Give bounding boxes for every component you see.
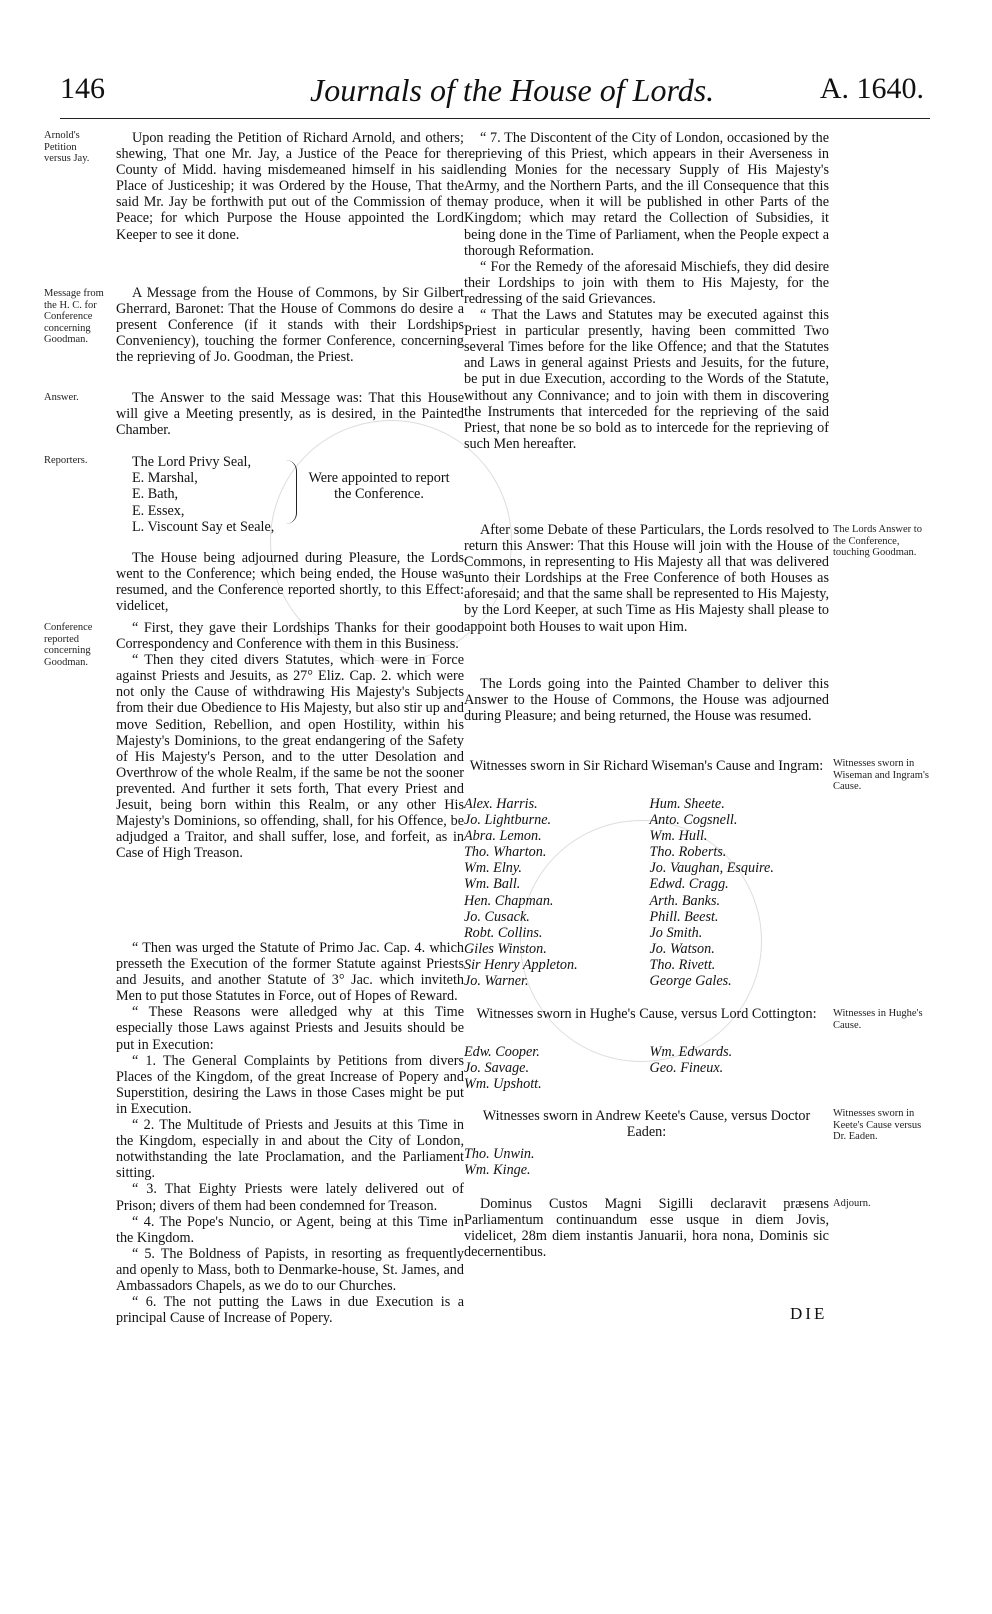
quote-paragraph: “ For the Remedy of the aforesaid Mischiefs, they did desire their Lordships to join with them to His Majesty, for the redressing of the said Grievances.	[464, 259, 829, 307]
margin-note-hughe: Witnesses in Hughe's Cause.	[833, 1008, 923, 1031]
left-column-conference	[116, 550, 464, 614]
witness-name: Wm. Hull.	[649, 828, 708, 845]
paragraph-lords-answer: After some Debate of these Particulars, the Lords resolved to return this Answer: That this House will join with the House of Commons, in representing to His Majesty all that was delivered unto their Lordships at the Free Conference of both Houses as aforesaid; and that the same shall be represented to His Majesty, by the Lord Keeper, at such Time as His Majesty shall please to appoint both Houses to wait upon Him.	[464, 522, 829, 635]
witness-name	[650, 1146, 830, 1162]
witness-name: George Gales.	[649, 973, 732, 990]
margin-note-lords-answer: The Lords Answer to the Conference, touching Goodman.	[833, 524, 922, 558]
witness-name: Tho. Wharton.	[464, 844, 547, 861]
witness-name: Arth. Banks.	[649, 892, 721, 909]
reporters-brace	[286, 460, 297, 524]
quote-paragraph: “ Then they cited divers Statutes, which were in Force against Priests and Jesuits, as 27° Eliz. Cap. 2. which were not only the Cause of withdrawing His Majesty's Subjects from their due Obedience to His Majesty, but also stir up and move Sedition, Rebellion, and open Hostility, within his Majesty's Dominions, to the great endangering of the Safety of His Majesty's Person, and to the utter Desolation and Overthrow of the whole Realm, if the same be not the sooner prevented. And further it sets forth, That every Priest and Jesuit, being born within this Realm, or any other His Majesty's Dominions, so offending, shall, for his Offence, be adjudged a Traitor, and shall suffer, lose, and forfeit, as in Case of High Treason.	[116, 652, 464, 861]
margin-note-reporters: Reporters.	[44, 455, 88, 466]
margin-note-conference: Conference reported concerning Goodman.	[44, 622, 93, 668]
left-column-statutes	[116, 940, 464, 1326]
witness-name: Geo. Fineux.	[649, 1060, 724, 1077]
margin-note-keete: Witnesses sworn in Keete's Cause versus Dr. Eaden.	[833, 1108, 922, 1142]
reporter-name: E. Bath,	[132, 486, 179, 503]
quote-paragraph: “ That the Laws and Statutes may be executed against this Priest in particular presently, having been committed Two several Times before for the like Offence; and that the Statutes and Laws in general against Priests and Jesuits, for the future, be put in due Execution, according to the Words of the Statute, without any Connivance; and to join with them in discovering the Instruments that interceded for the reprieving of the said Priest, that none be so bold as to intercede for the reprieving of such Men hereafter.	[464, 307, 829, 452]
paragraph-commons-message: A Message from the House of Commons, by Sir Gilbert Gherrard, Baronet: That the House of Commons do desire a present Conference (if it stands with their Lordships Conveniency), touching the former Conference, concerning the reprieving of Jo. Goodman, the Priest.	[116, 285, 464, 366]
margin-note-message: Message from the H. C. for Conference concerning Goodman.	[44, 288, 104, 345]
witness-name: Wm. Edwards.	[649, 1044, 733, 1060]
witness-name: Giles Winston.	[464, 940, 547, 957]
left-column-report	[116, 620, 464, 861]
witness-name: Wm. Upshott.	[464, 1076, 542, 1093]
witness-name	[650, 1076, 830, 1092]
wiseman-heading: Witnesses sworn in Sir Richard Wiseman's Cause and Ingram:	[469, 758, 824, 774]
hughe-heading: Witnesses sworn in Hughe's Cause, versus Lord Cottington:	[476, 1006, 817, 1022]
paragraph-arnold-petition: Upon reading the Petition of Richard Arnold, and others; shewing, That one Mr. Jay, a Justice of the Peace for the County of Midd. having misdemeaned himself in his said Place of Justiceship; it was Ordered by the House, That the said Mr. Jay be forthwith put out of the Commission of the Peace; for which Purpose the House appointed the Lord Keeper to see it done.	[116, 130, 464, 243]
witness-name: Tho. Roberts.	[649, 844, 727, 861]
margin-note-wiseman: Witnesses sworn in Wiseman and Ingram's Cause.	[833, 758, 929, 792]
reporter-name: E. Essex,	[132, 502, 185, 519]
reporter-name: L. Viscount Say et Seale,	[132, 518, 275, 535]
quote-paragraph: “ 6. The not putting the Laws in due Execution is a principal Cause of Increase of Popery.	[116, 1294, 464, 1326]
witness-name: Jo. Warner.	[464, 973, 529, 990]
header-rule	[60, 118, 930, 119]
right-column	[464, 130, 829, 452]
margin-note-adjourn: Adjourn.	[833, 1198, 871, 1209]
left-column-message	[116, 285, 464, 365]
right-column-painted-chamber	[464, 676, 829, 724]
quote-paragraph: “ Then was urged the Statute of Primo Jac. Cap. 4. which presseth the Execution of the former Statute against Priests and Jesuits, and another Statute of 3° Jac. which inviteth Men to put those Statutes in Force, out of Hopes of Reward.	[116, 940, 464, 1004]
reporter-name: E. Marshal,	[132, 470, 198, 487]
witness-name: Abra. Lemon.	[464, 828, 542, 845]
quote-paragraph: “ 2. The Multitude of Priests and Jesuits at this Time in the Kingdom, especially in and about the City of London, notwithstanding the late Proclamation, and the Parliament sitting.	[116, 1117, 464, 1181]
witness-name: Wm. Elny.	[464, 860, 522, 877]
paragraph-latin: Dominus Custos Magni Sigilli declaravit præsens Parliamentum continuandum esse usque in diem Jovis, videlicet, 28m diem instantis Januarii, hora nona, Dominis sic decernentibus.	[464, 1196, 829, 1261]
witness-name: Jo. Savage.	[464, 1060, 530, 1077]
running-title: Journals of the House of Lords.	[310, 72, 715, 108]
witness-name: Tho. Unwin.	[464, 1146, 535, 1162]
witness-name: Hen. Chapman.	[464, 892, 554, 909]
page-number: 146	[60, 72, 105, 105]
witness-name: Alex. Harris.	[464, 796, 538, 812]
adjournment-latin	[464, 1196, 829, 1260]
quote-paragraph: “ 5. The Boldness of Papists, in resorting as frequently and openly to Mass, both to Denmarke-house, St. James, and Ambassadors Chapels, as we do to our Churches.	[116, 1246, 464, 1294]
reporter-name: The Lord Privy Seal,	[132, 454, 251, 470]
paragraph-answer: The Answer to the said Message was: That this House will give a Meeting presently, as is desired, in the Painted Chamber.	[116, 390, 464, 439]
witness-name: Edw. Cooper.	[464, 1044, 540, 1060]
witness-name: Jo Smith.	[649, 924, 703, 941]
hughe-witness-list	[464, 1044, 829, 1092]
quote-paragraph: “ First, they gave their Lordships Thanks for their good Correspondency and Conference with them in this Business.	[116, 620, 464, 652]
witness-name: Wm. Kinge.	[464, 1162, 531, 1179]
witness-name: Sir Henry Appleton.	[464, 956, 578, 973]
margin-note-answer: Answer.	[44, 392, 79, 403]
witness-name: Wm. Ball.	[464, 876, 521, 893]
quote-paragraph: “ 7. The Discontent of the City of London, occasioned by the reprieving of this Priest, which appears in their Averseness in lending Monies for the necessary Supply of His Majesty's Army, and the Northern Parts, and the ill Consequence that this may produce, when it will be published in other Parts of the Kingdom; which may retard the Collection of Subsidies, it being done in the Time of Parliament, when the People expect a thorough Reformation.	[464, 130, 829, 259]
reporters-note: Were appointed to report the Conference.	[308, 470, 450, 503]
witness-name	[650, 1162, 830, 1178]
witness-name: Robt. Collins.	[464, 924, 543, 941]
witness-name: Jo. Watson.	[649, 940, 715, 957]
year-heading: A. 1640.	[819, 72, 924, 105]
margin-note-arnold: Arnold's Petition versus Jay.	[44, 130, 90, 164]
witness-name: Hum. Sheete.	[649, 796, 725, 812]
quote-paragraph: “ 4. The Pope's Nuncio, or Agent, being at this Time in the Kingdom.	[116, 1214, 464, 1246]
wiseman-witness-list	[464, 796, 829, 989]
reporters-list	[132, 454, 292, 535]
catchword: DIE	[790, 1304, 828, 1323]
keete-heading: Witnesses sworn in Andrew Keete's Cause, versus Doctor Eaden:	[482, 1108, 811, 1141]
witness-name: Tho. Rivett.	[649, 956, 716, 973]
witness-name: Anto. Cogsnell.	[649, 812, 738, 829]
quote-paragraph: “ 1. The General Complaints by Petitions from divers Places of the Kingdom, of the great Increase of Popery and Superstition, desiring the Laws in those Cases might be put in Execution.	[116, 1053, 464, 1117]
right-column-lords-answer	[464, 522, 829, 635]
witness-name: Jo. Cusack.	[464, 908, 530, 925]
paragraph-conference: The House being adjourned during Pleasure, the Lords went to the Conference; which being ended, the House was resumed, and the Conference reported shortly, to this Effect: videlicet,	[116, 550, 464, 615]
witness-name: Jo. Lightburne.	[464, 812, 552, 829]
quote-paragraph: “ These Reasons were alledged why at this Time especially those Laws against Priests and Jesuits should be put in Execution:	[116, 1004, 464, 1052]
left-column	[116, 130, 464, 243]
witness-name: Edwd. Cragg.	[649, 876, 729, 893]
paragraph-painted-chamber: The Lords going into the Painted Chamber to deliver this Answer to the House of Commons, the House was adjourned during Pleasure; and being returned, the House was resumed.	[464, 676, 829, 725]
left-column-answer	[116, 390, 464, 438]
quote-paragraph: “ 3. That Eighty Priests were lately delivered out of Prison; divers of them had been condemned for Treason.	[116, 1181, 464, 1213]
witness-name: Phill. Beest.	[649, 908, 719, 925]
keete-witness-list	[464, 1146, 829, 1178]
witness-name: Jo. Vaughan, Esquire.	[649, 860, 774, 877]
